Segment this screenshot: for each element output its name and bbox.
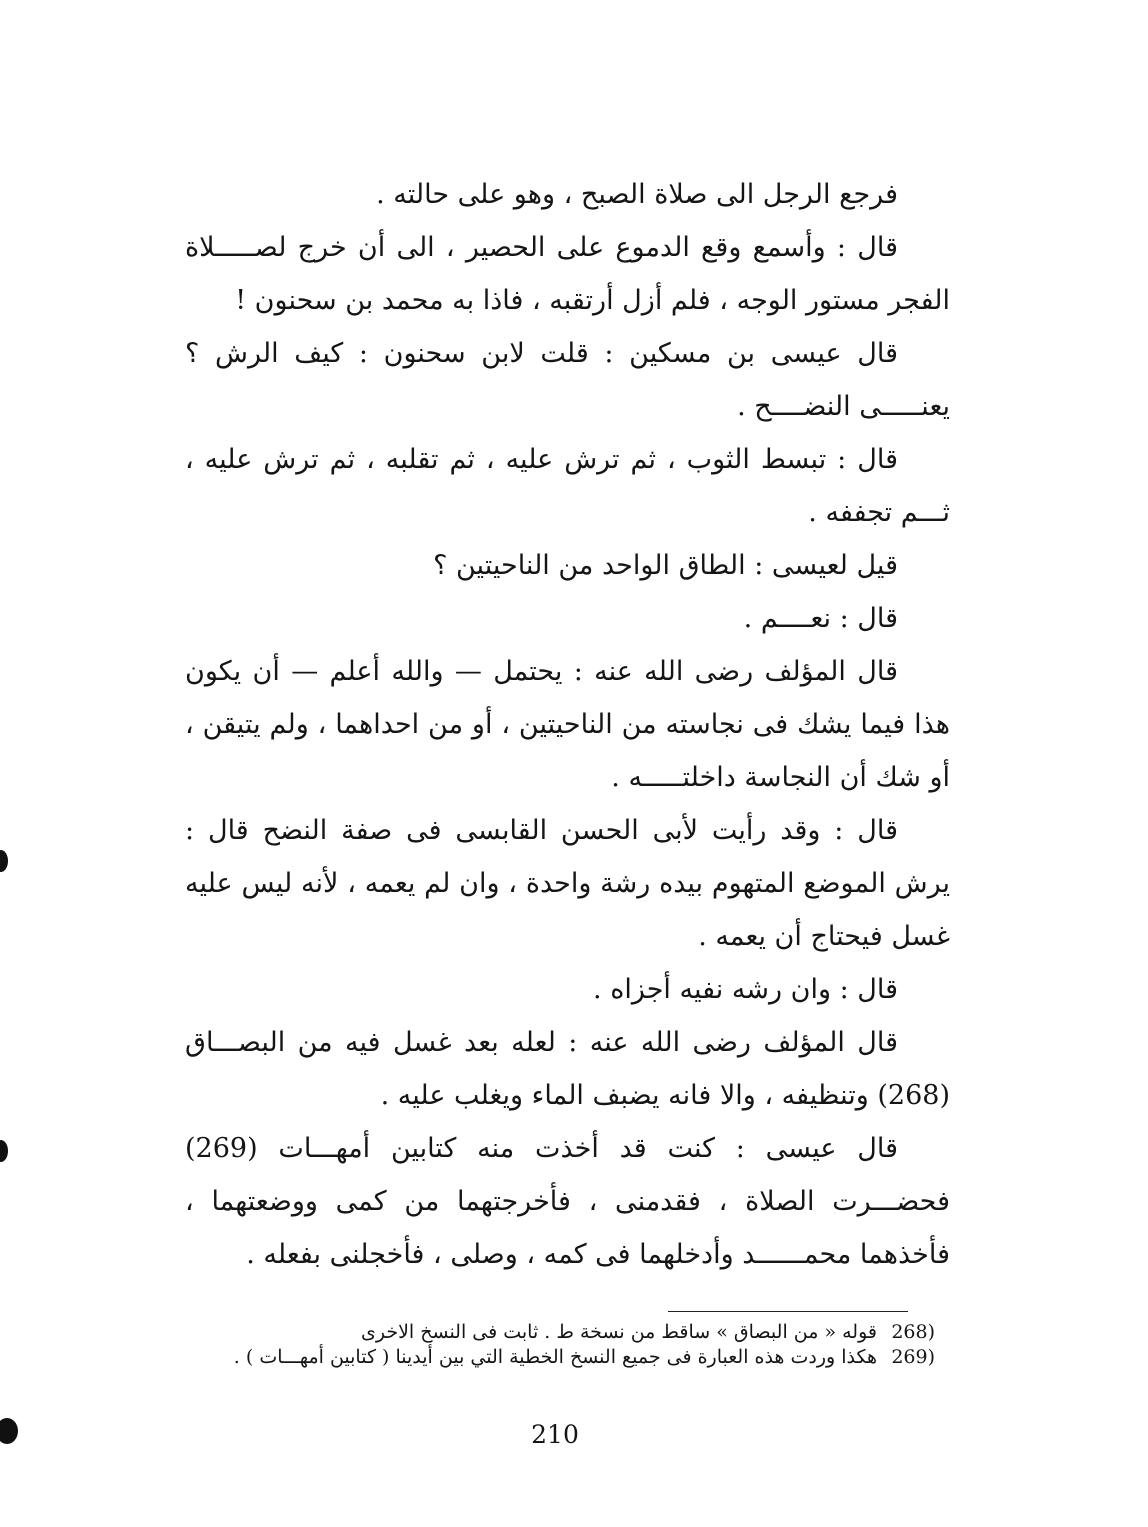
paragraph-7: قال المؤلف رضى الله عنه : يحتمل — والله أعلم — أن يكون هذا فيما يشك فى نجاسته من الناحيتين ، أو من احداهما ، ولم يتيقن ، أو شك أن النجاسة داخلتـــــه . <box>185 656 950 793</box>
paragraph-8: قال : وقد رأيت لأبى الحسن القابسى فى صفة النضح قال : يرش الموضع المتهوم بيده رشة واحدة ، وان لم يعمه ، لأنه ليس عليه غسل فيحتاج أن يعمه . <box>185 815 950 952</box>
footnote-269 <box>180 1345 935 1370</box>
footnote-number: (269 <box>891 1346 935 1368</box>
paragraph-4: قال : تبسط الثوب ، ثم ترش عليه ، ثم تقلبه ، ثم ترش عليه ، ثـــم تجففه . <box>185 444 950 528</box>
paragraph-5: قيل لعيسى : الطاق الواحد من الناحيتين ؟ <box>433 550 898 581</box>
footnote-divider <box>668 1311 908 1312</box>
paragraph-6: قال : نعــــم . <box>743 603 898 634</box>
paragraph-9: قال : وان رشه نفيه أجزاه . <box>593 974 898 1005</box>
paragraph-11: قال عيسى : كنت قد أخذت منه كتابين أمهـــات (269) فحضـــرت الصلاة ، فقدمنى ، فأخرجتهما من كمى ووضعتهما ، فأخذهما محمــــــد وأدخلهما فى كمه ، وصلى ، فأخجلنى بفعله . <box>185 1133 950 1270</box>
paragraph-3: قال عيسى بن مسكين : قلت لابن سحنون : كيف الرش ؟ يعنـــــى النضــــح . <box>185 338 950 422</box>
footnote-text: هكذا وردت هذه العبارة فى جميع النسخ الخطية التي بين أيدينا ( كتابين أمهـــات ) . <box>233 1346 877 1368</box>
footnotes <box>180 1320 935 1370</box>
paragraph-10: قال المؤلف رضى الله عنه : لعله بعد غسل فيه من البصـــاق (268) وتنظيفه ، والا فانه يضبف الماء ويغلب عليه . <box>185 1027 950 1111</box>
paragraph-1: فرجع الرجل الى صلاة الصبح ، وهو على حالته . <box>376 179 898 210</box>
binding-hole-mark <box>0 1140 8 1162</box>
binding-hole-mark <box>0 850 8 872</box>
page-number: 210 <box>531 1420 579 1449</box>
footnote-number: (268 <box>891 1321 935 1343</box>
main-text <box>185 168 950 1281</box>
footnote-text: قوله « من البصاق » ساقط من نسخة ط . ثابت فى النسخ الاخرى <box>360 1321 877 1343</box>
footnote-268 <box>180 1320 935 1345</box>
paragraph-2: قال : وأسمع وقع الدموع على الحصير ، الى أن خرج لصـــــلاة الفجر مستور الوجه ، فلم أزل أرتقبه ، فاذا به محمد بن سحنون ! <box>185 232 950 316</box>
